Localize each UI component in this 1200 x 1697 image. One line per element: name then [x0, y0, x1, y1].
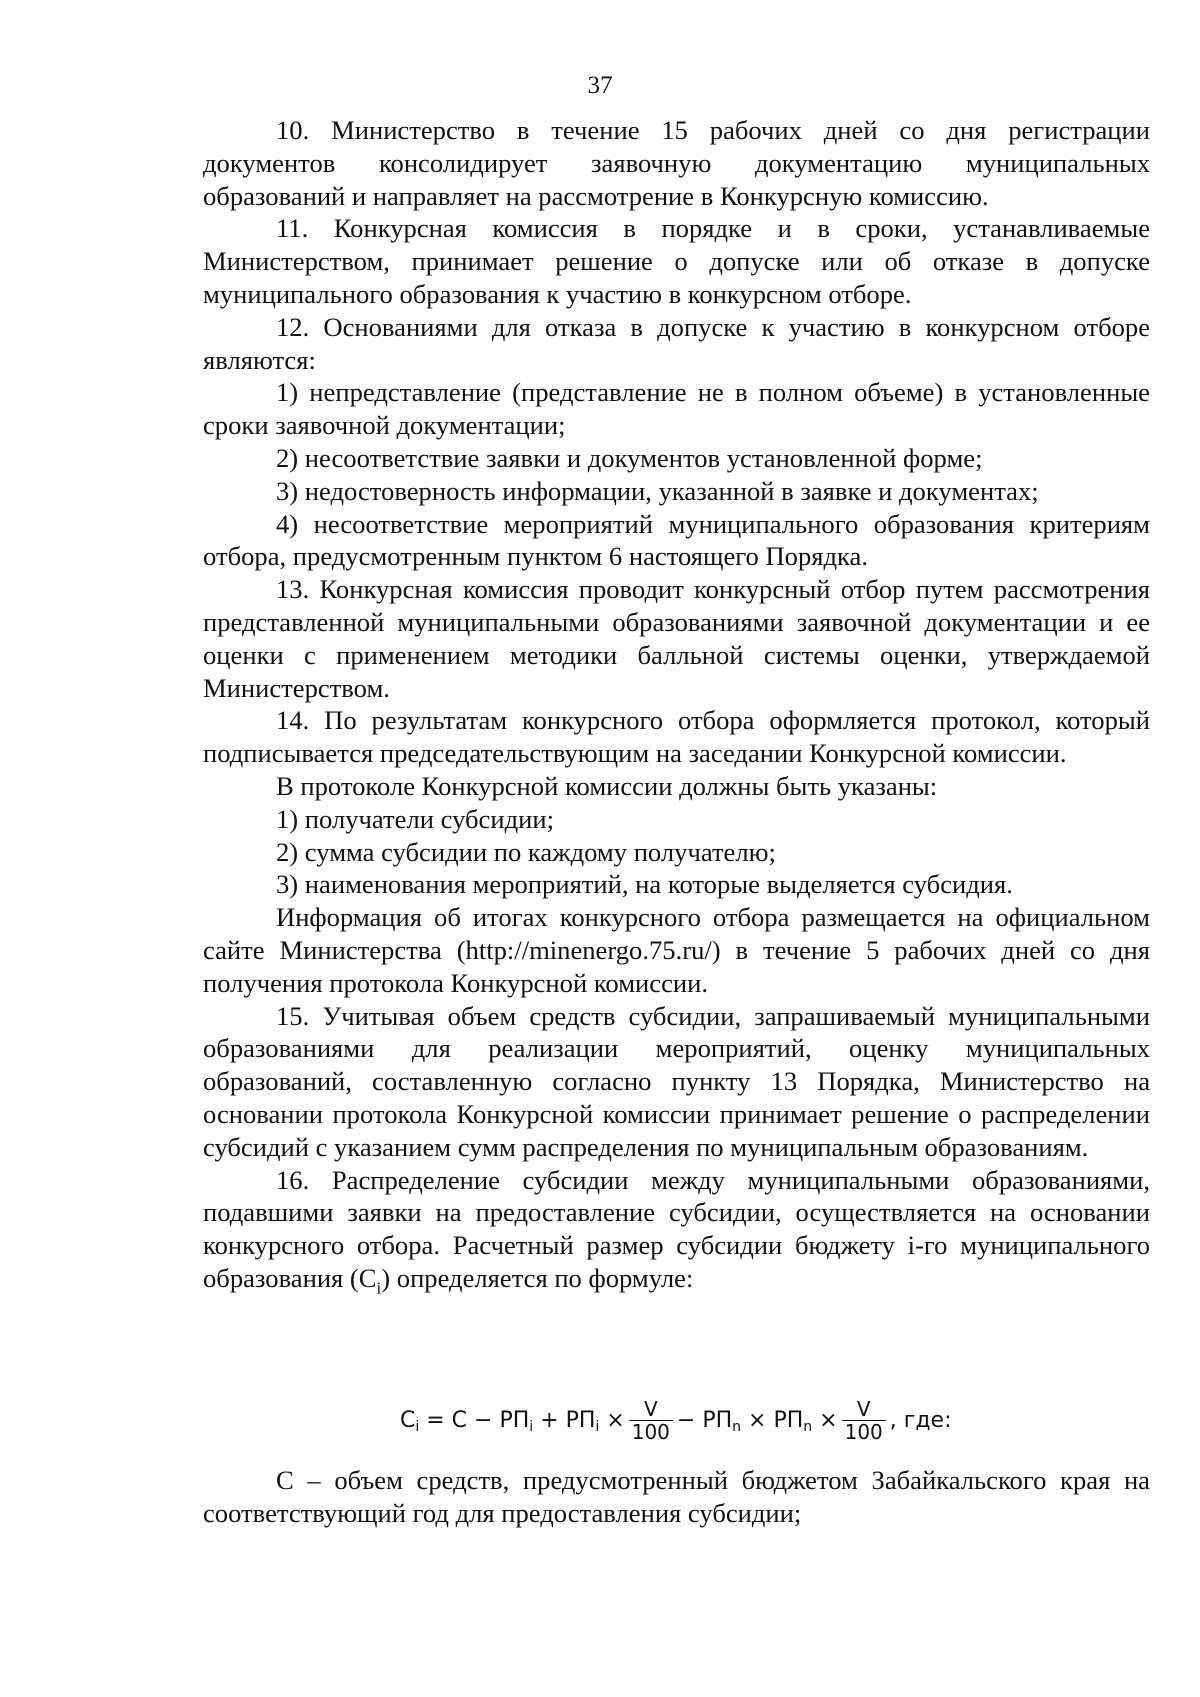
paragraph-16-text: 16. Распределение субсидии между муниципальными образованиями, подавшими заявки на предоставление субсидии, осуществляется на основании конкурсного отбора. Расчетный размер субсидии бюджету i-го муниципального образования (C — [203, 1164, 1150, 1293]
paragraph-12-item-4: 4) несоответствие мероприятий муниципального образования критериям отбора, предусмотренным пунктом 6 настоящего Порядка. — [203, 508, 1150, 572]
fraction-2-numerator: V — [856, 1397, 871, 1421]
protocol-item-1: 1) получатели субсидии; — [276, 803, 554, 834]
protocol-intro: В протоколе Конкурсной комиссии должны быть указаны: — [276, 770, 938, 801]
fraction-1-denominator: 100 — [629, 1420, 673, 1443]
definition-c: C – объем средств, предусмотренный бюджетом Забайкальского края на соответствующий год для предоставления субсидии; — [203, 1465, 1150, 1528]
paragraph-16 — [203, 1164, 1150, 1306]
paragraph-16-subscript: i — [376, 1278, 382, 1298]
paragraph-12-item-3: 3) недостоверность информации, указанной в заявке и документах; — [276, 475, 1039, 506]
paragraph-14: 14. По результатам конкурсного отбора оформляется протокол, который подписывается председательствующим на заседании Конкурсной комиссии. — [203, 705, 1150, 769]
formula-sub-n-1: n — [732, 1418, 742, 1435]
formula-times-2: × — [812, 1408, 838, 1433]
formula-fraction-1 — [629, 1398, 673, 1443]
body-text — [203, 114, 1150, 1305]
paragraph-12-item-2: 2) несоответствие заявки и документов установленной форме; — [276, 442, 983, 473]
paragraph-13: 13. Конкурсная комиссия проводит конкурсный отбор путем рассмотрения представленной муниципальными образованиями заявочной документации и ее оценки с применением методики балльной системы оценки, утверждаемой Министерством. — [203, 574, 1150, 703]
formula-times-1: × — [599, 1408, 625, 1433]
formula-sub-i-1: i — [415, 1418, 420, 1435]
page-number: 37 — [587, 72, 613, 99]
paragraph-16-tail: ) определяется по формуле: — [381, 1262, 694, 1293]
formula-eq: = C − РП — [419, 1408, 530, 1433]
formula-times-mid: × РП — [741, 1408, 804, 1433]
paragraph-15: 15. Учитывая объем средств субсидии, запрашиваемый муниципальными образованиями для реализации мероприятий, оценку муниципальных образований, составленную согласно пункту 13 Порядка, Министерство на основании протокола Конкурсной комиссии принимает решение о распределении субсидий с указанием сумм распределения по муниципальным образованиям. — [203, 1000, 1150, 1162]
formula-line — [400, 1398, 951, 1443]
formula-fraction-2 — [842, 1398, 886, 1443]
formula-sub-n-2: n — [803, 1418, 813, 1435]
paragraph-12-item-1: 1) непредставление (представление не в полном объеме) в установленные сроки заявочной документации; — [203, 377, 1150, 441]
protocol-item-2: 2) сумма субсидии по каждому получателю; — [276, 836, 776, 867]
formula-minus: − РП — [676, 1408, 733, 1433]
subsidy-formula — [400, 1380, 960, 1442]
protocol-item-3: 3) наименования мероприятий, на которые выделяется субсидия. — [276, 869, 1013, 900]
formula-plus: + РП — [533, 1408, 596, 1433]
fraction-2-denominator: 100 — [842, 1420, 886, 1443]
info-publication: Информация об итогах конкурсного отбора размещается на официальном сайте Министерства (http://minenergo.75.ru/) в течение 5 рабочих дней со дня получения протокола Конкурсной комиссии. — [203, 902, 1150, 998]
paragraph-11: 11. Конкурсная комиссия в порядке и в сроки, устанавливаемые Министерством, принимает решение о допуске или об отказе в допуске муниципального образования к участию в конкурсном отборе. — [203, 213, 1150, 309]
after-formula-text — [203, 1464, 1150, 1530]
paragraph-12: 12. Основаниями для отказа в допуске к участию в конкурсном отборе являются: — [203, 311, 1150, 375]
formula-sub-i-2: i — [529, 1418, 534, 1435]
fraction-1-numerator: V — [643, 1397, 658, 1421]
formula-sub-i-3: i — [595, 1418, 600, 1435]
paragraph-10: 10. Министерство в течение 15 рабочих дней со дня регистрации документов консолидирует заявочную документацию муниципальных образований и направляет на рассмотрение в Конкурсную комиссию. — [203, 115, 1150, 211]
formula-where: , где: — [889, 1408, 952, 1433]
formula-c: C — [400, 1408, 416, 1433]
